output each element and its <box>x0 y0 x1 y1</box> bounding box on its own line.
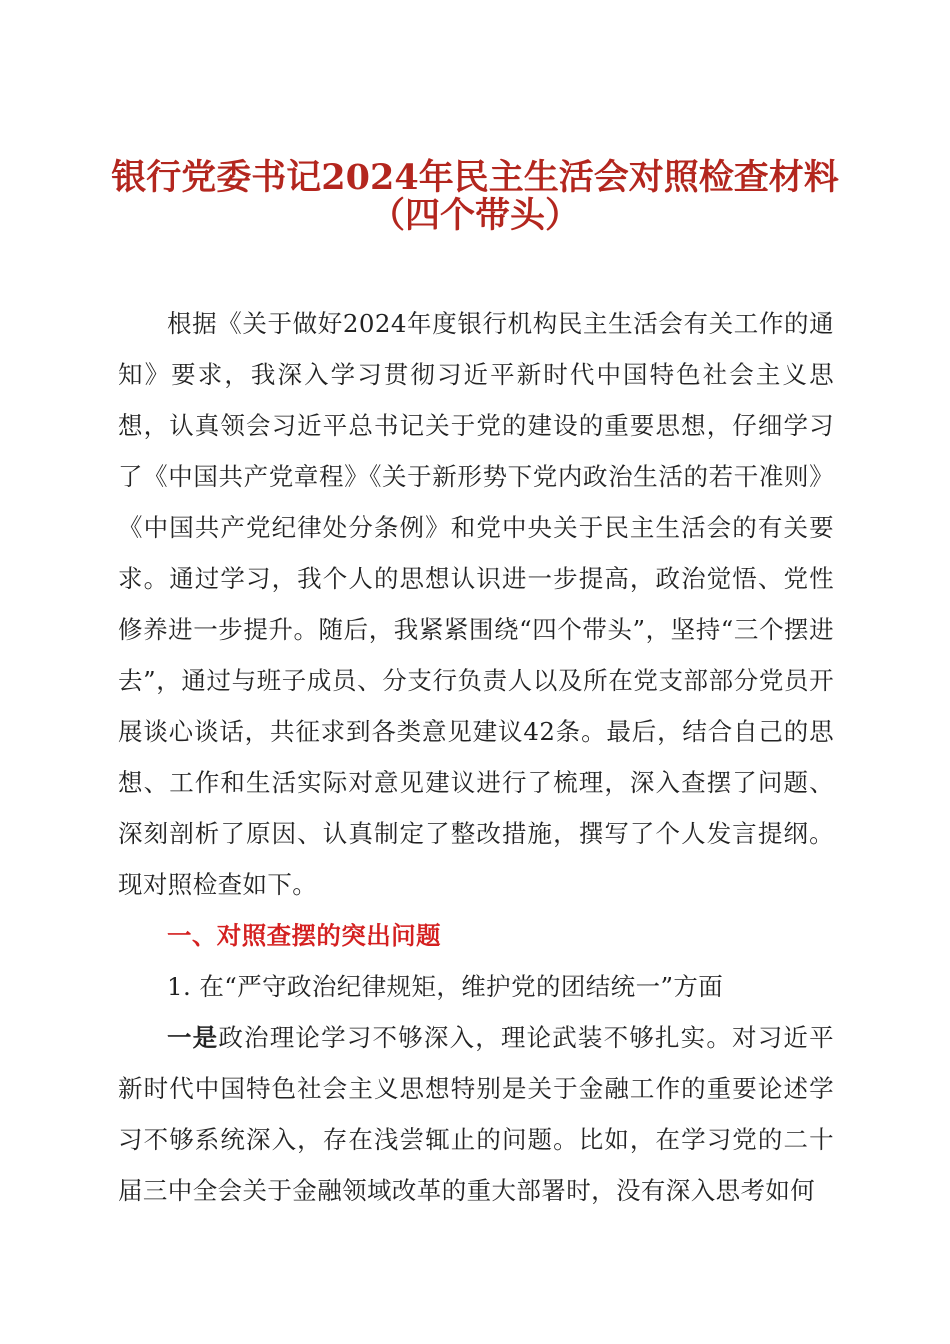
subsection-heading: 1. 在“严守政治纪律规矩，维护党的团结统一”方面 <box>167 972 724 1001</box>
document-body <box>118 298 834 1216</box>
point-paragraph <box>118 1012 834 1216</box>
point-lead: 一是 <box>167 1023 219 1052</box>
intro-paragraph: 根据《关于做好2024年度银行机构民主生活会有关工作的通知》要求，我深入学习贯彻习近平新时代中国特色社会主义思想，认真领会习近平总书记关于党的建设的重要思想，仔细学习了《中国共产党章程》《关于新形势下党内政治生活的若干准则》《中国共产党纪律处分条例》和党中央关于民主生活会的有关要求。通过学习，我个人的思想认识进一步提高，政治觉悟、党性修养进一步提升。随后，我紧紧围绕“四个带头”，坚持“三个摆进去”，通过与班子成员、分支行负责人以及所在党支部部分党员开展谈心谈话，共征求到各类意见建议42条。最后，结合自己的思想、工作和生活实际对意见建议进行了梳理，深入查摆了问题、深刻剖析了原因、认真制定了整改措施，撰写了个人发言提纲。现对照检查如下。 <box>118 309 834 899</box>
document-title: 银行党委书记2024年民主生活会对照检查材料 <box>111 157 839 198</box>
section-heading: 一、对照查摆的突出问题 <box>167 921 441 950</box>
point-text: 政治理论学习不够深入，理论武装不够扎实。对习近平新时代中国特色社会主义思想特别是关于金融工作的重要论述学习不够系统深入，存在浅尝辄止的问题。比如，在学习党的二十届三中全会关于金融领域改革的重大部署时，没有深入思考如何 <box>118 1023 834 1205</box>
document-subtitle: （四个带头） <box>369 195 580 236</box>
